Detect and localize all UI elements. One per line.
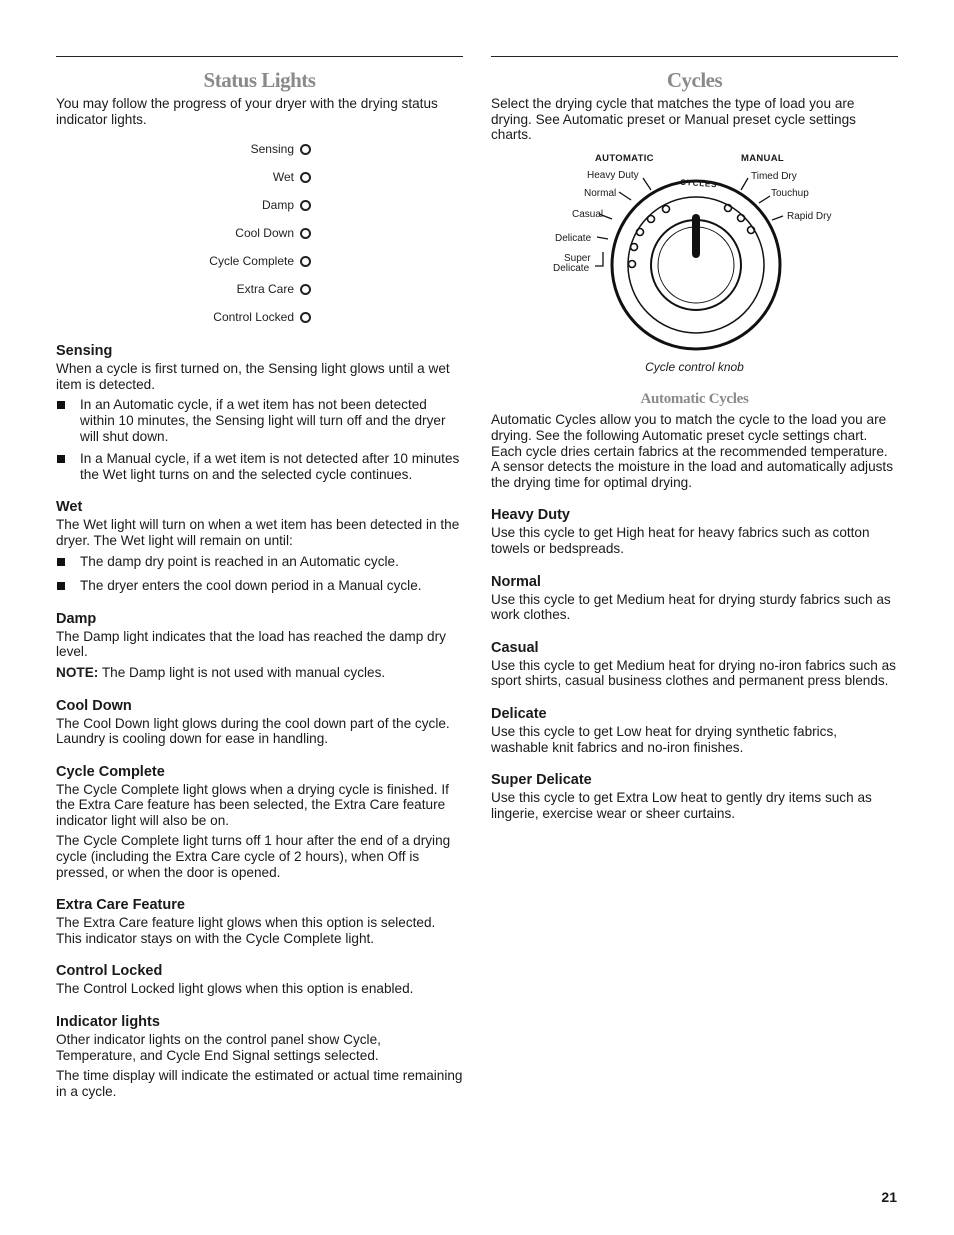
- cycle-label-normal: Normal: [584, 187, 617, 199]
- cycle-control-knob-figure: [491, 148, 898, 358]
- status-light-row: [56, 219, 311, 247]
- section-heading: Extra Care Feature: [56, 897, 185, 914]
- section-heading: Super Delicate: [491, 772, 592, 789]
- left-column: [56, 56, 463, 1104]
- indicator-light-icon: [300, 200, 311, 211]
- top-rule: [56, 56, 463, 57]
- section-text: The Cycle Complete light glows when a drying cycle is finished. If the Extra Care feature has been selected, the Extra Care feature indicator light will also be on.: [56, 781, 449, 828]
- bullet-list: [56, 397, 463, 482]
- section-indicator-lights: [56, 1014, 463, 1099]
- status-light-row: [56, 247, 311, 275]
- knob-outer-ring: [612, 181, 780, 349]
- cycle-label-rapid-dry: Rapid Dry: [787, 210, 832, 222]
- status-light-row: [56, 303, 311, 331]
- indicator-light-icon: [300, 312, 311, 323]
- section-heading: Heavy Duty: [491, 507, 570, 524]
- indicator-dot-icon: [629, 260, 636, 267]
- cycle-label-timed-dry: Timed Dry: [751, 170, 797, 182]
- indicator-dot-icon: [738, 214, 745, 221]
- cycles-center-label: CYCLES: [679, 177, 718, 190]
- list-item: The damp dry point is reached in an Automatic cycle.: [56, 554, 463, 570]
- section-text: Use this cycle to get Low heat for drying synthetic fabrics, washable knit fabrics and no-iron finishes.: [491, 723, 838, 755]
- section-text: Use this cycle to get Medium heat for drying no-iron fabrics such as sport shirts, casual business clothes and permanent press blends.: [491, 657, 896, 689]
- cycle-normal: [491, 574, 898, 623]
- status-light-row: [56, 135, 311, 163]
- status-light-label: Sensing: [250, 142, 294, 157]
- note-label: NOTE:: [56, 664, 99, 680]
- cycle-heavy-duty: [491, 507, 898, 556]
- indicator-light-icon: [300, 228, 311, 239]
- section-wet: [56, 499, 463, 593]
- section-text: The Cycle Complete light turns off 1 hour after the end of a drying cycle (including the Extra Care cycle of 2 hours), when Off is pressed, or when the door is opened.: [56, 833, 451, 880]
- section-text: When a cycle is first turned on, the Sensing light glows until a wet item is detected.: [56, 361, 450, 392]
- automatic-group-label: AUTOMATIC: [595, 152, 654, 164]
- section-text: The Extra Care feature light glows when this option is selected. This indicator stays on with the Cycle Complete light.: [56, 915, 436, 946]
- section-text: Use this cycle to get Medium heat for drying sturdy fabrics such as work clothes.: [491, 591, 891, 623]
- status-light-label: Extra Care: [236, 282, 294, 297]
- cycle-label-delicate: Delicate: [555, 232, 592, 244]
- note-text: The Damp light is not used with manual cycles.: [98, 664, 386, 680]
- cycle-delicate: [491, 706, 898, 755]
- status-light-label: Wet: [272, 170, 294, 185]
- page-number: 21: [881, 1189, 897, 1205]
- section-heading: Sensing: [56, 343, 113, 360]
- indicator-dot-icon: [631, 243, 638, 250]
- section-text: The time display will indicate the estimated or actual time remaining in a cycle.: [56, 1068, 463, 1099]
- section-heading: Casual: [491, 639, 539, 656]
- indicator-light-icon: [300, 172, 311, 183]
- status-lights-title: Status Lights: [203, 68, 316, 92]
- right-column: [491, 56, 898, 826]
- section-cycle-complete: [56, 764, 463, 881]
- status-lights-figure: [56, 135, 311, 331]
- manual-group-label: MANUAL: [741, 152, 784, 164]
- status-light-label: Cool Down: [235, 226, 294, 241]
- cycle-indicator-dots: [629, 204, 755, 267]
- cycle-label-casual: Casual: [572, 208, 604, 220]
- status-light-row: [56, 275, 311, 303]
- status-light-row: [56, 191, 311, 219]
- list-item: In a Manual cycle, if a wet item is not detected after 10 minutes the Wet light turns on and the selected cycle continues.: [56, 451, 463, 482]
- section-heading: Indicator lights: [56, 1014, 160, 1031]
- status-light-label: Damp: [261, 198, 294, 213]
- status-light-label: Control Locked: [213, 310, 294, 325]
- section-heading: Delicate: [491, 705, 547, 722]
- section-heading: Wet: [56, 499, 83, 516]
- section-text: The Damp light indicates that the load has reached the damp dry level.: [56, 628, 446, 660]
- cycle-super-delicate: [491, 772, 898, 821]
- cycle-label-super: Super: [564, 252, 591, 264]
- cycle-label-super-delicate: Delicate: [553, 262, 590, 274]
- section-heading: Damp: [56, 610, 97, 627]
- status-light-label: Cycle Complete: [209, 254, 294, 269]
- section-control-locked: [56, 963, 463, 997]
- status-light-row: [56, 163, 311, 191]
- section-heading: Cycle Complete: [56, 763, 165, 780]
- section-extra-care: [56, 897, 463, 946]
- indicator-light-icon: [300, 284, 311, 295]
- cycle-label-touchup: Touchup: [771, 187, 809, 199]
- automatic-cycles-intro: Automatic Cycles allow you to match the cycle to the load you are drying. See the following Automatic preset cycle settings chart. Each cycle dries certain fabrics at the recommended temperature. A sensor detects the moisture in the load and automatically adjusts the drying time for optimal drying.: [491, 412, 893, 490]
- section-text: The Control Locked light glows when this option is enabled.: [56, 981, 414, 997]
- section-text: Use this cycle to get High heat for heavy fabrics such as cotton towels or bedspreads.: [491, 525, 870, 556]
- cycles-title: Cycles: [666, 68, 723, 92]
- automatic-cycles-title: Automatic Cycles: [640, 391, 749, 408]
- section-text: The Wet light will turn on when a wet item has been detected in the dryer. The Wet light will remain on until:: [56, 517, 460, 548]
- section-text: Use this cycle to get Extra Low heat to gently dry items such as lingerie, exercise wear or sheer curtains.: [491, 790, 872, 821]
- section-sensing: [56, 343, 463, 482]
- section-cool-down: [56, 698, 463, 747]
- indicator-light-icon: [300, 256, 311, 267]
- top-rule: [491, 56, 898, 57]
- status-lights-intro: You may follow the progress of your dryer with the drying status indicator lights.: [56, 96, 438, 127]
- section-heading: Cool Down: [56, 697, 132, 714]
- cycle-label-heavy-duty: Heavy Duty: [587, 169, 639, 181]
- cycles-intro: Select the drying cycle that matches the type of load you are drying. See Automatic preset or Manual preset cycle settings charts.: [491, 96, 856, 143]
- section-heading: Control Locked: [56, 963, 163, 980]
- section-damp: [56, 611, 463, 681]
- list-item: In an Automatic cycle, if a wet item has not been detected within 10 minutes, the Sensing light will turn off and the dryer will shut down.: [56, 397, 463, 444]
- note-paragraph: [56, 665, 463, 681]
- cycle-casual: [491, 640, 898, 689]
- knob-caption: Cycle control knob: [645, 359, 744, 374]
- section-heading: Normal: [491, 573, 541, 590]
- indicator-dot-icon: [663, 205, 670, 212]
- knob-pointer: [692, 214, 700, 258]
- section-text: The Cool Down light glows during the cool down part of the cycle. Laundry is cooling down for ease in handling.: [56, 715, 450, 747]
- indicator-dot-icon: [637, 228, 644, 235]
- list-item: The dryer enters the cool down period in a Manual cycle.: [56, 578, 463, 594]
- indicator-dot-icon: [648, 215, 655, 222]
- bullet-list: [56, 554, 463, 594]
- indicator-light-icon: [300, 144, 311, 155]
- section-text: Other indicator lights on the control panel show Cycle, Temperature, and Cycle End Signal settings selected.: [56, 1032, 381, 1063]
